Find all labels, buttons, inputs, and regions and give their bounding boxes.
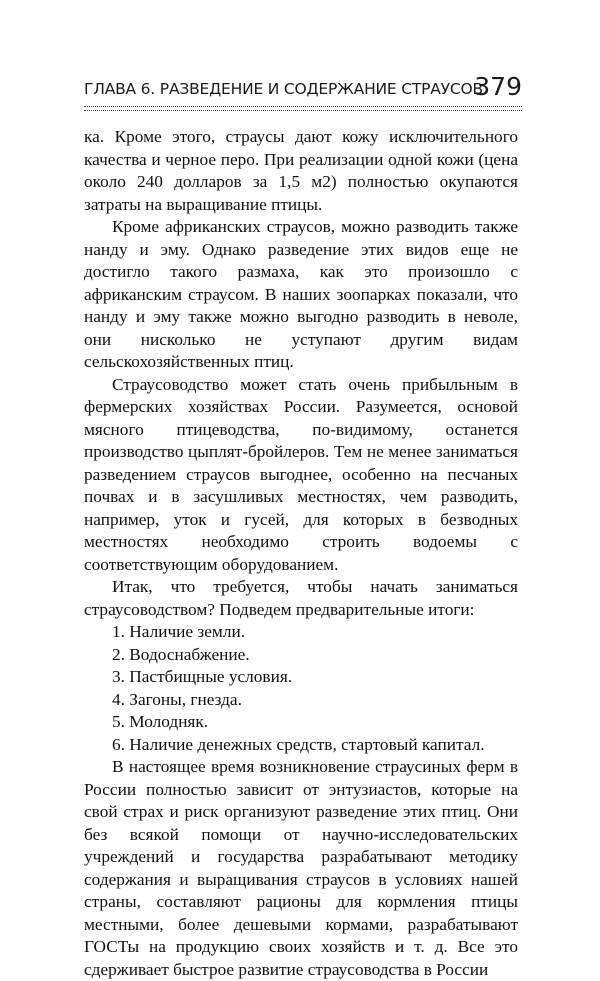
running-header [84, 72, 522, 106]
list-item: 4. Загоны, гнезда. [112, 689, 242, 709]
list-item: 5. Молодняк. [112, 712, 209, 731]
list-item: 1. Наличие земли. [112, 622, 246, 641]
body-text [84, 126, 518, 981]
chapter-title: ГЛАВА 6. РАЗВЕДЕНИЕ И СОДЕРЖАНИЕ СТРАУСОВ [84, 80, 483, 98]
requirements-list [84, 621, 518, 756]
paragraph-4: Итак, что требуется, чтобы начать заниматься страусоводством? Подведем предварительные итоги: [84, 577, 518, 619]
paragraph-1: ка. Кроме этого, страусы дают кожу исключительного качества и черное перо. При реализации одной кожи (цена около 240 долларов за 1,5 м2) полностью окупаются затраты на выращивание птицы. [84, 127, 518, 214]
page-number: 379 [474, 72, 522, 101]
paragraph-3: Страусоводство может стать очень прибыльным в фермерских хозяйствах России. Разумеется, основой мясного птицеводства, по-видимому, останется производство цыплят-бройлеров. Тем не менее заниматься разведением страусов выгоднее, особенно на песчаных почвах и в засушливых местностях, чем разводить, например, уток и гусей, для которых в безводных местностях необходимо строить водоемы с соответствующим оборудованием. [84, 374, 518, 574]
paragraph-5: В настоящее время возникновение страусиных ферм в России полностью зависит от энтузиастов, которые на свой страх и риск организуют разведение этих птиц. Они без всякой помощи от научно-исследовательских учреждений и государства разрабатывают методику содержания и выращивания страусов в условиях нашей страны, составляют рационы для кормления птицы местными, более дешевыми кормами, разрабатывают ГОСТы на продукцию своих хозяйств и т. д. Все это сдерживает быстрое развитие страусоводства в России [84, 757, 518, 979]
paragraph-2: Кроме африканских страусов, можно разводить также нанду и эму. Однако разведение этих видов еще не достигло такого размаха, как это произошло с африканским страусом. В наших зоопарках показали, что нанду и эму также можно выгодно разводить в неволе, они нисколько не уступают другим видам сельскохозяйственных птиц. [84, 217, 518, 371]
list-item: 2. Водоснабжение. [112, 644, 250, 664]
header-rule [84, 106, 522, 111]
list-item: 3. Пастбищные условия. [112, 667, 293, 686]
list-item: 6. Наличие денежных средств, стартовый капитал. [112, 734, 485, 754]
